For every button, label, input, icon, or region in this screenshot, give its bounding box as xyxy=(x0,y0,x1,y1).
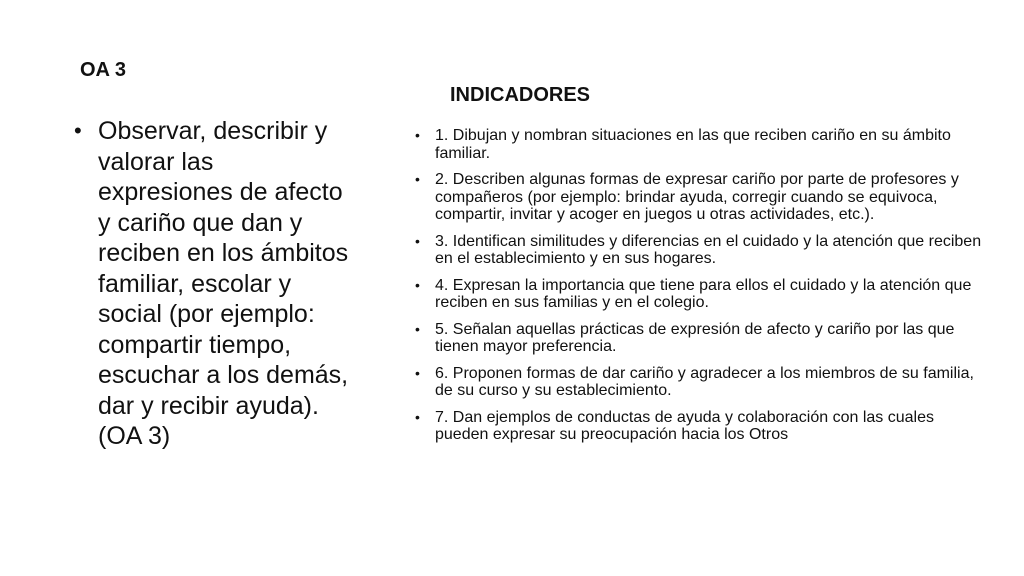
bullet-icon: • xyxy=(415,408,420,425)
objective-item xyxy=(70,116,355,452)
objective-text: Observar, describir y valorar las expresiones de afecto y cariño que dan y reciben en los ámbitos familiar, escolar y social (por ejemplo: compartir tiempo, escuchar a los demás, dar y recibir ayuda). (OA 3) xyxy=(98,117,349,450)
indicator-text: 2. Describen algunas formas de expresar cariño por parte de profesores y compañeros (por ejemplo: brindar ayuda, corregir cuando se equivoca, compartir, invitar y acoger en juegos u otras actividades, etc.). xyxy=(435,171,959,223)
bullet-icon: • xyxy=(415,320,420,337)
objective-list xyxy=(70,116,355,452)
indicator-item xyxy=(413,127,983,162)
indicator-text: 6. Proponen formas de dar cariño y agradecer a los miembros de su familia, de su curso y su establecimiento. xyxy=(435,364,974,399)
indicadores-title: INDICADORES xyxy=(450,84,591,106)
bullet-icon: • xyxy=(74,118,82,143)
indicator-item xyxy=(413,233,983,268)
indicator-text: 4. Expresan la importancia que tiene para ellos el cuidado y la atención que reciben en sus familias y en el colegio. xyxy=(435,276,972,311)
bullet-icon: • xyxy=(415,127,420,143)
indicator-text: 5. Señalan aquellas prácticas de expresión de afecto y cariño por las que tienen mayor preferencia. xyxy=(435,320,955,355)
indicator-item xyxy=(413,365,983,400)
indicator-text: 1. Dibujan y nombran situaciones en las que reciben cariño en su ámbito familiar. xyxy=(435,127,951,162)
indicator-text: 7. Dan ejemplos de conductas de ayuda y colaboración con las cuales pueden expresar su preocupación hacia los Otros xyxy=(435,408,934,443)
indicator-item xyxy=(413,171,983,224)
bullet-icon: • xyxy=(415,276,420,293)
indicator-item xyxy=(413,409,983,444)
indicator-item xyxy=(413,321,983,356)
indicators-list xyxy=(413,127,983,453)
oa-title: OA 3 xyxy=(80,59,126,81)
indicator-text: 3. Identifican similitudes y diferencias en el cuidado y la atención que reciben en el establecimiento y en sus hogares. xyxy=(435,232,982,267)
bullet-icon: • xyxy=(415,171,420,187)
bullet-icon: • xyxy=(415,232,420,249)
bullet-icon: • xyxy=(415,364,420,381)
indicator-item xyxy=(413,277,983,312)
